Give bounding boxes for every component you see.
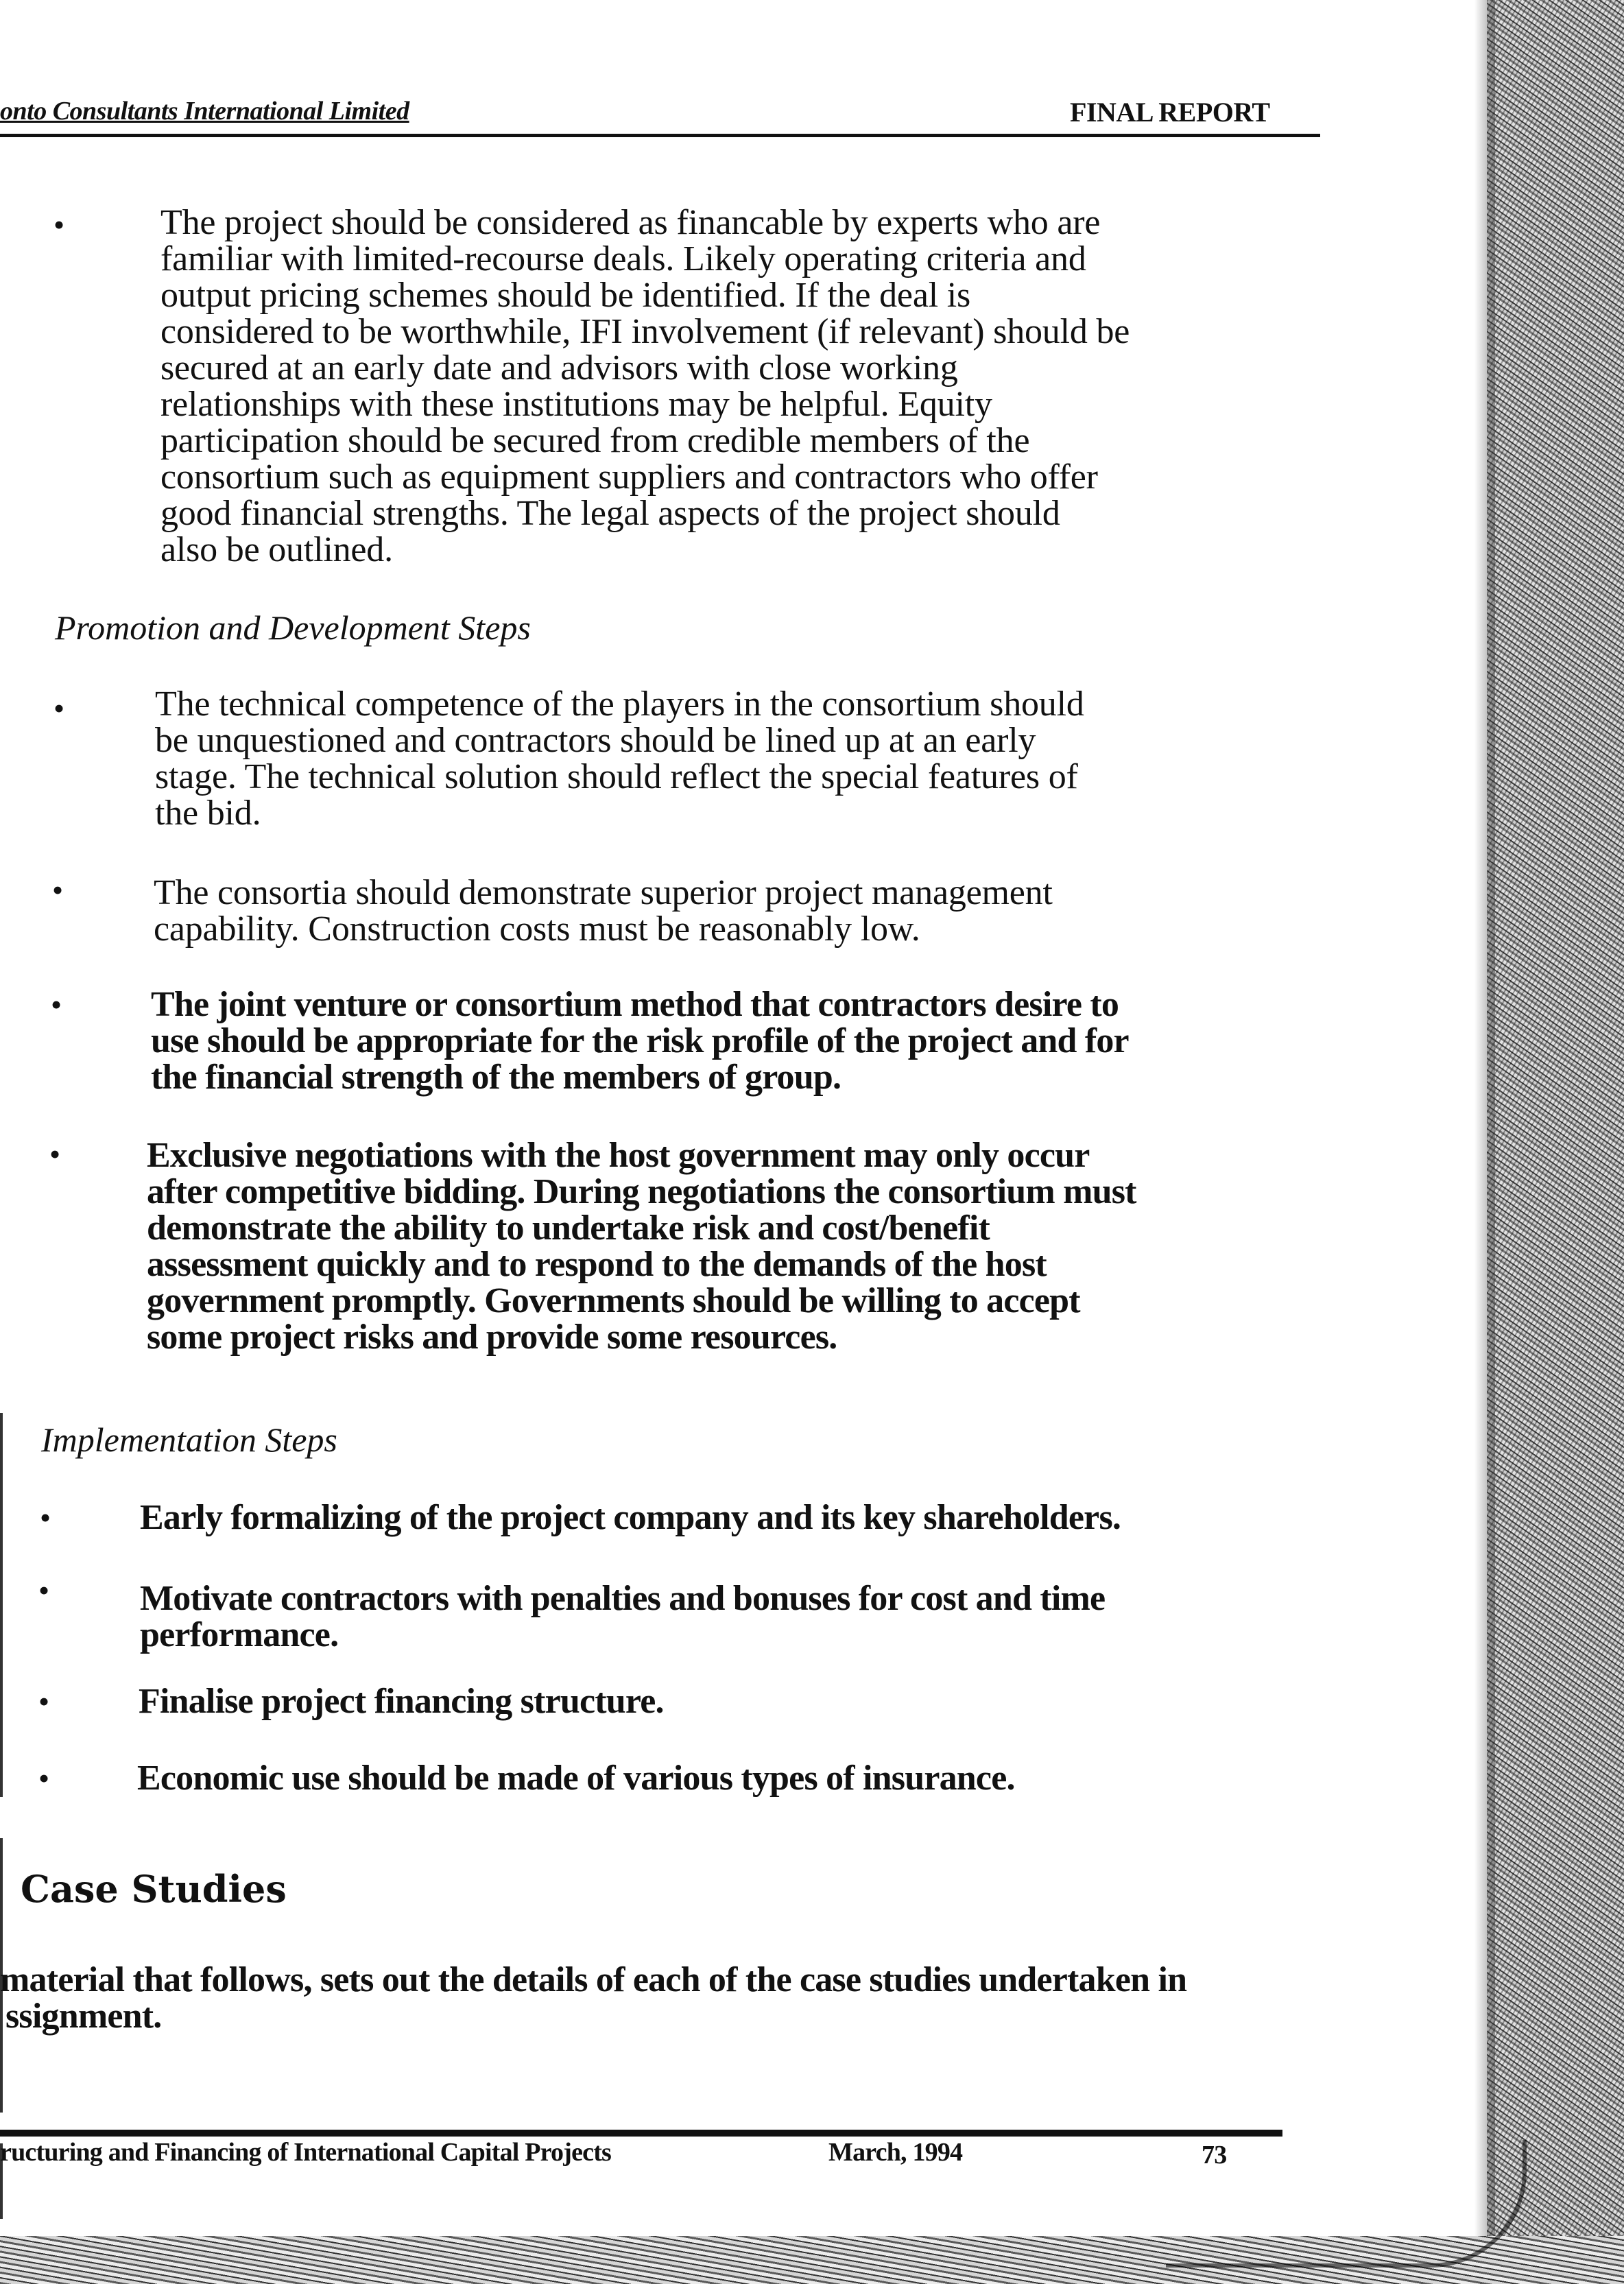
text-line: The consortia should demonstrate superior project management: [154, 873, 1053, 912]
text-line: participation should be secured from credible members of the: [160, 421, 1030, 460]
implementation-bullet-4: [137, 1760, 1015, 1796]
footer-title: ructuring and Financing of International Capital Projects: [0, 2138, 612, 2167]
bullet-icon: •: [40, 1500, 51, 1535]
margin-line: [0, 1413, 3, 1797]
bullet-icon: •: [49, 1137, 61, 1171]
text-line: demonstrate the ability to undertake risk and cost/benefit: [147, 1209, 990, 1248]
scan-edge-right: [1487, 0, 1624, 2284]
text-line: secured at an early date and advisors with close working: [160, 348, 958, 388]
promotion-bullet-1: [155, 686, 1084, 831]
implementation-bullet-3: [139, 1683, 664, 1720]
bullet-icon: •: [52, 872, 64, 907]
implementation-heading: Implementation Steps: [41, 1420, 337, 1459]
text-line: material that follows, sets out the details of each of the case studies undertaken in: [0, 1960, 1187, 1999]
header-report-label: FINAL REPORT: [1070, 97, 1270, 128]
bullet-icon: •: [38, 1761, 50, 1796]
text-line: Exclusive negotiations with the host government may only occur: [147, 1136, 1090, 1175]
scan-edge-shadow: [1474, 0, 1495, 2284]
bullet-icon: •: [38, 1573, 50, 1608]
footer-date: March, 1994: [828, 2138, 963, 2167]
text-line: assessment quickly and to respond to the demands of the host: [147, 1245, 1047, 1284]
promotion-heading: Promotion and Development Steps: [55, 608, 531, 647]
text-line: familiar with limited-recourse deals. Likely operating criteria and: [160, 239, 1086, 278]
implementation-bullet-2: [140, 1580, 1105, 1653]
text-line: Motivate contractors with penalties and bonuses for cost and time: [140, 1579, 1106, 1618]
bullet-icon: •: [51, 987, 62, 1022]
text-line: The project should be considered as financable by experts who are: [160, 203, 1101, 242]
text-line: the bid.: [155, 794, 261, 833]
text-line: relationships with these institutions may be helpful. Equity: [160, 385, 992, 424]
bullet-icon: •: [38, 1684, 50, 1719]
text-line: capability. Construction costs must be reasonably low.: [154, 909, 920, 949]
text-line: consortium such as equipment suppliers and contractors who offer: [160, 457, 1098, 497]
text-line: ssignment.: [5, 1997, 162, 2036]
case-studies-title: Case Studies: [21, 1867, 287, 1911]
text-line: use should be appropriate for the risk profile of the project and for: [151, 1021, 1129, 1060]
text-line: also be outlined.: [160, 530, 393, 569]
text-line: The technical competence of the players in the consortium should: [155, 685, 1084, 724]
case-studies-text: [0, 1962, 1186, 2034]
text-line: government promptly. Governments should be willing to accept: [147, 1281, 1080, 1320]
header-company: onto Consultants International Limited: [0, 97, 409, 126]
text-line: Economic use should be made of various types of insurance.: [137, 1759, 1015, 1798]
text-line: some project risks and provide some resources.: [147, 1318, 837, 1357]
intro-paragraph: [160, 204, 1130, 568]
bullet-icon: •: [53, 691, 65, 726]
text-line: output pricing schemes should be identified. If the deal is: [160, 276, 971, 315]
promotion-bullet-3: [151, 986, 1129, 1095]
text-line: The joint venture or consortium method that contractors desire to: [151, 985, 1119, 1024]
page-number: 73: [1202, 2141, 1227, 2169]
text-line: performance.: [140, 1615, 339, 1654]
text-line: after competitive bidding. During negotiations the consortium must: [147, 1172, 1136, 1211]
text-line: Finalise project financing structure.: [139, 1682, 664, 1721]
header-rule: [0, 134, 1320, 137]
text-line: good financial strengths. The legal aspects of the project should: [160, 494, 1060, 533]
promotion-bullet-2: [154, 875, 1053, 947]
footer-rule: [0, 2130, 1282, 2137]
text-line: be unquestioned and contractors should be lined up at an early: [155, 721, 1036, 760]
text-line: the financial strength of the members of group.: [151, 1058, 841, 1097]
promotion-bullet-4: [147, 1137, 1136, 1355]
text-line: Early formalizing of the project company and its key shareholders.: [140, 1498, 1121, 1537]
text-line: stage. The technical solution should reflect the special features of: [155, 757, 1078, 796]
bullet-icon: •: [53, 207, 65, 242]
implementation-bullet-1: [140, 1499, 1121, 1536]
text-line: considered to be worthwhile, IFI involvement (if relevant) should be: [160, 312, 1130, 351]
